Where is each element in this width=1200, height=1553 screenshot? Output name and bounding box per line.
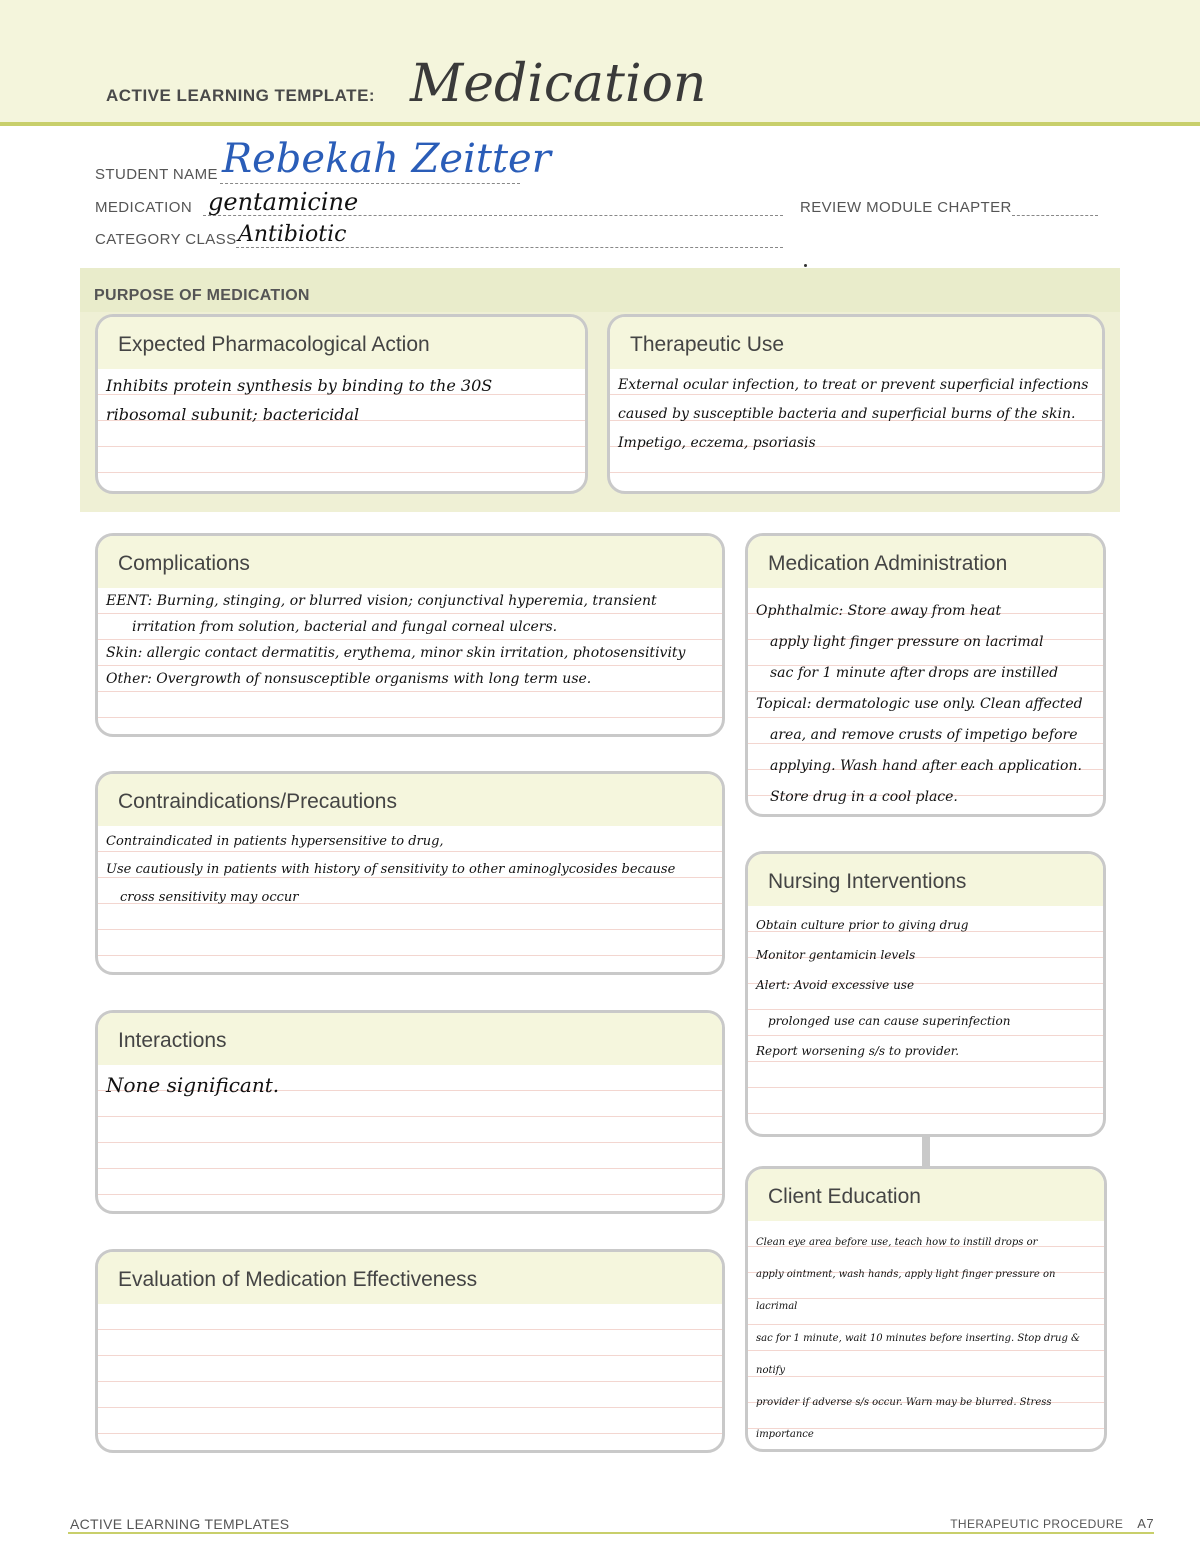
complications-line: Other: Overgrowth of nonsusceptible organisms with long term use. (106, 671, 592, 687)
contraindications-box (95, 771, 725, 975)
complications-line: Skin: allergic contact dermatitis, erythema, minor skin irritation, photosensitivity (106, 645, 686, 661)
nursing-interventions-title: Nursing Interventions (748, 854, 1103, 906)
administration-line: Ophthalmic: Store away from heat (756, 603, 1002, 619)
expected-action-box (95, 314, 588, 494)
medication-label: MEDICATION (95, 199, 193, 216)
evaluation-box (95, 1249, 725, 1453)
template-title: Medication (410, 54, 707, 114)
category-class-value[interactable]: Antibiotic (238, 222, 347, 247)
administration-line: applying. Wash hand after each application. (770, 758, 1082, 774)
template-label: ACTIVE LEARNING TEMPLATE: (106, 86, 376, 105)
evaluation-title: Evaluation of Medication Effectiveness (98, 1252, 722, 1304)
contraindications-body[interactable] (98, 826, 722, 975)
education-line: Clean eye area before use, teach how to instill drops or (756, 1237, 1038, 1248)
nursing-line: Obtain culture prior to giving drug (756, 918, 969, 932)
complications-line: EENT: Burning, stinging, or blurred vision; conjunctival hyperemia, transient (106, 593, 657, 609)
medication-administration-text (756, 596, 1095, 813)
administration-line: area, and remove crusts of impetigo before (770, 727, 1078, 743)
interactions-body[interactable] (98, 1065, 722, 1214)
page-number: A7 (1137, 1516, 1154, 1531)
footer-right (950, 1516, 1154, 1531)
purpose-title: PURPOSE OF MEDICATION (94, 287, 310, 304)
nursing-interventions-body[interactable] (748, 906, 1103, 1137)
complications-line: irritation from solution, bacterial and fungal corneal ulcers. (132, 619, 558, 635)
complications-text (106, 588, 714, 692)
interactions-title: Interactions (98, 1013, 722, 1065)
client-education-text (756, 1227, 1096, 1452)
stray-dot (804, 264, 807, 267)
education-line (756, 1451, 1096, 1452)
student-name-label: STUDENT NAME (95, 166, 218, 183)
review-module-line (1012, 215, 1098, 216)
evaluation-body[interactable] (98, 1304, 722, 1453)
education-line: provider if adverse s/s occur. Warn may be blurred. Stress importance (756, 1397, 1052, 1440)
contraindications-text (106, 828, 714, 912)
nursing-line: prolonged use can cause superinfection (768, 1014, 1011, 1028)
interactions-text: None significant. (106, 1073, 280, 1097)
client-education-title: Client Education (748, 1169, 1104, 1221)
category-class-label: CATEGORY CLASS (95, 231, 237, 248)
review-module-label: REVIEW MODULE CHAPTER (800, 199, 1012, 216)
contraindications-line: Contraindicated in patients hypersensitive to drug, (106, 834, 444, 849)
administration-line: apply light finger pressure on lacrimal (770, 634, 1044, 650)
contraindications-line: cross sensitivity may occur (120, 890, 299, 905)
complications-title: Complications (98, 536, 722, 588)
client-education-box (745, 1166, 1107, 1452)
complications-body[interactable] (98, 588, 722, 737)
student-name-line (220, 183, 520, 184)
medication-administration-body[interactable] (748, 588, 1103, 817)
therapeutic-use-box (607, 314, 1105, 494)
therapeutic-use-body[interactable] (610, 369, 1102, 494)
complications-box (95, 533, 725, 737)
education-line: apply ointment, wash hands, apply light finger pressure on lacrimal (756, 1269, 1056, 1312)
student-name-value[interactable]: Rebekah Zeitter (222, 136, 551, 182)
nursing-line: Monitor gentamicin levels (756, 948, 916, 962)
client-education-body[interactable] (748, 1221, 1104, 1452)
footer-left: ACTIVE LEARNING TEMPLATES (70, 1516, 290, 1532)
medication-value[interactable]: gentamicine (208, 188, 359, 216)
administration-line: Topical: dermatologic use only. Clean affected (756, 696, 1083, 712)
expected-action-title: Expected Pharmacological Action (98, 317, 585, 369)
nursing-interventions-text (756, 910, 1095, 1066)
therapeutic-use-title: Therapeutic Use (610, 317, 1102, 369)
nursing-line: Report worsening s/s to provider. (756, 1044, 960, 1058)
administration-line: sac for 1 minute after drops are instilled (770, 665, 1059, 681)
contraindications-line: Use cautiously in patients with history of sensitivity to other aminoglycosides because (106, 862, 676, 877)
contraindications-title: Contraindications/Precautions (98, 774, 722, 826)
therapeutic-use-text: External ocular infection, to treat or prevent superficial infections caused by susceptible bacteria and superficial burns of the skin. Impetigo, eczema, psoriasis (618, 377, 1089, 451)
nursing-line: Alert: Avoid excessive use (756, 978, 915, 992)
administration-line: Store drug in a cool place. (770, 789, 958, 805)
interactions-box (95, 1010, 725, 1214)
nursing-interventions-box (745, 851, 1106, 1137)
footer-rule (68, 1532, 1154, 1534)
footer-right-label: THERAPEUTIC PROCEDURE (950, 1517, 1124, 1531)
medication-administration-box (745, 533, 1106, 817)
expected-action-body[interactable] (98, 369, 585, 494)
medication-administration-title: Medication Administration (748, 536, 1103, 588)
expected-action-text: Inhibits protein synthesis by binding to the 30S ribosomal subunit; bactericidal (106, 376, 493, 424)
category-class-line (236, 247, 783, 248)
box-connector (922, 1134, 930, 1166)
header-rule (0, 122, 1200, 126)
education-line: sac for 1 minute, wait 10 minutes before inserting. Stop drug & notify (756, 1333, 1080, 1376)
